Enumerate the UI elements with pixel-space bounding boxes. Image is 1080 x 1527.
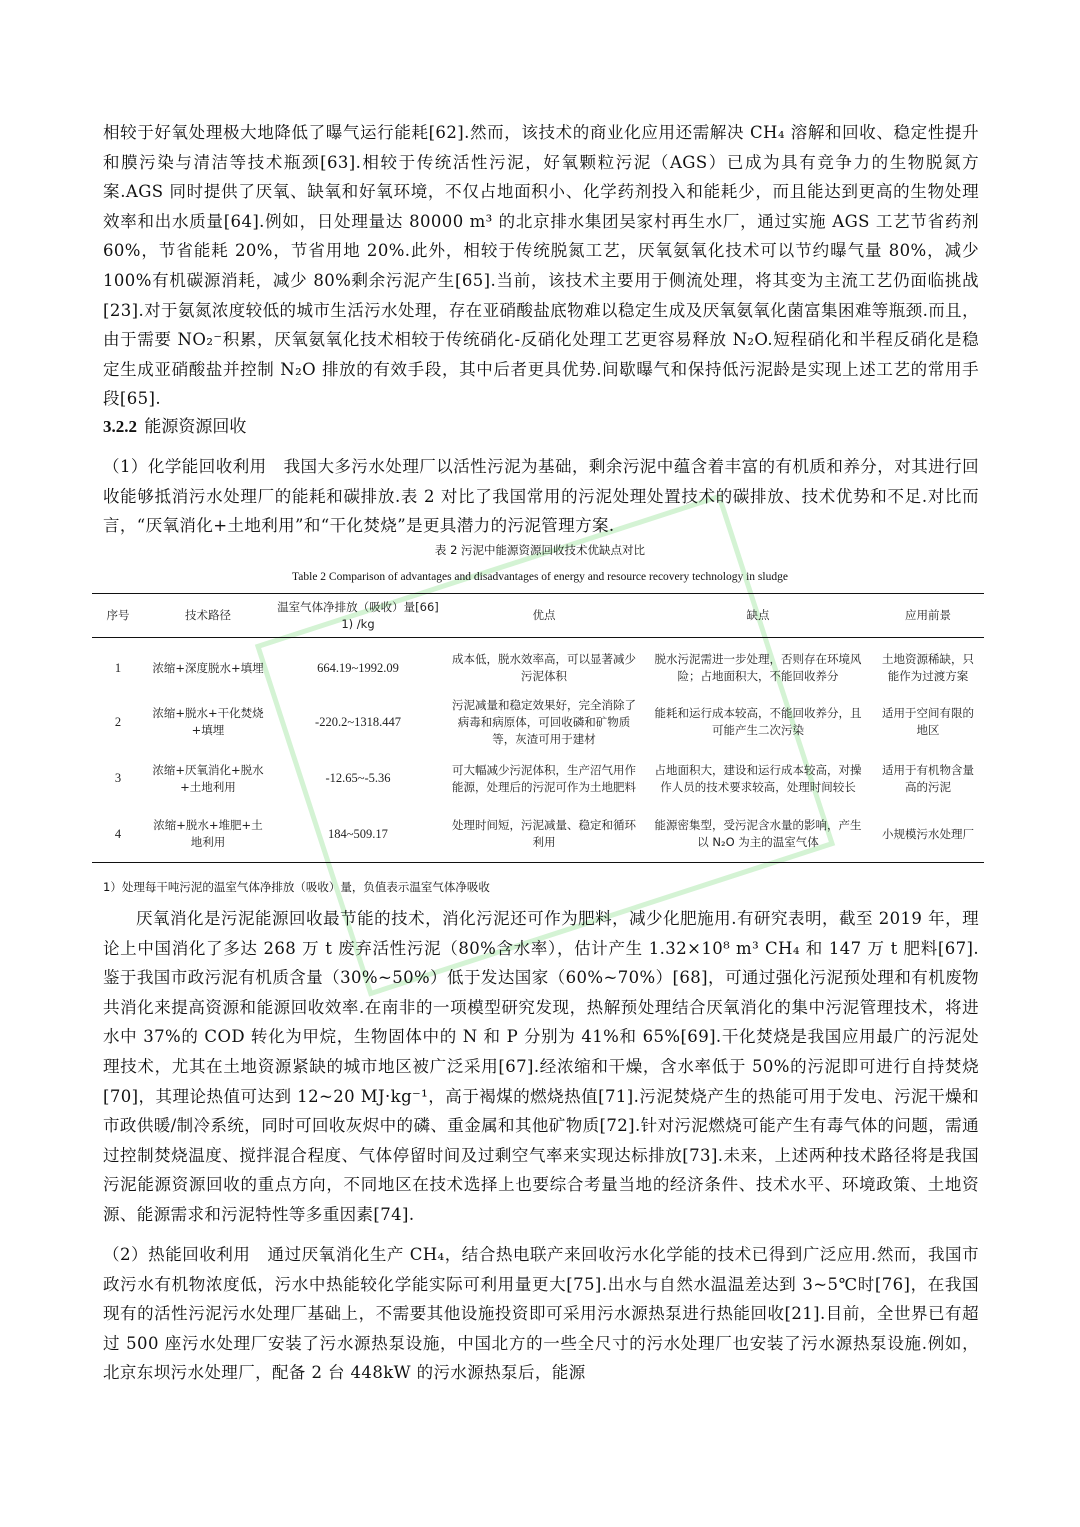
cell-no: 3 [114, 771, 122, 785]
paragraph-2: （1）化学能回收利用 我国大多污水处理厂以活性污泥为基础，剩余污泥中蕴含着丰富的有机质和养分，对其进行回收能够抵消污水处理厂的能耗和碳排放.表 2 对比了我国常用的污泥处理处置技术的碳排放、技术优势和不足.对比而言，“厌氧消化+土地利用”和“干化焚烧”是更具潜力的污泥管理方案. [103, 457, 979, 536]
cell-cons: 能耗和运行成本较高，不能回收养分，且可能产生二次污染 [654, 706, 862, 737]
cell-emission: 664.19~1992.09 [317, 660, 399, 675]
section-number: 3.2.2 [103, 417, 137, 436]
cell-route: 浓缩+脱水+堆肥+土地利用 [144, 807, 272, 863]
cell-pros: 污泥减量和稳定效果好，完全消除了病毒和病原体，可回收磷和矿物质等，灰渣可用于建材 [452, 697, 636, 746]
header-prospect: 应用前景 [872, 594, 984, 638]
cell-no: 1 [114, 660, 122, 675]
cell-pros: 可大幅减少污泥体积，生产沼气用作能源，处理后的污泥可作为土地肥料 [452, 762, 636, 794]
cell-route: 浓缩+厌氧消化+脱水+土地利用 [152, 762, 264, 794]
cell-route: 浓缩+深度脱水+填埋 [152, 660, 264, 675]
header-cons: 缺点 [644, 594, 872, 638]
cell-route: 浓缩+脱水+干化焚烧+填埋 [152, 706, 264, 737]
cell-cons: 能源密集型，受污泥含水量的影响，产生以 N₂O 为主的温室气体 [644, 807, 872, 863]
table-row [92, 751, 984, 807]
cell-prospect: 适用于有机物含量高的污泥 [882, 762, 974, 794]
paragraph-4: （2）热能回收利用 通过厌氧消化生产 CH₄，结合热电联产来回收污水化学能的技术已得到广泛应用.然而，我国市政污水有机物浓度低，污水中热能较化学能实际可利用量更大[75].出水与自然水温温差达到 3~5℃时[76]，在我国现有的活性污泥污水处理厂基础上，不需要其他设施投资即可采用污水源热泵进行热能回收[21].目前，全世界已有超过 500 座污水处理厂安装了污水源热泵设施，中国北方的一些全尺寸的污水处理厂也安装了污水源热泵设施.例如，北京东坝污水处理厂，配备 2 台 448kW 的污水源热泵后，能源 [103, 1245, 979, 1383]
table-caption-en: Table 2 Comparison of advantages and disadvantages of energy and resource recovery technology in sludge [292, 571, 788, 583]
cell-cons: 脱水污泥需进一步处理，否则存在环境风险；占地面积大，不能回收养分 [654, 652, 862, 684]
section-title: 能源资源回收 [144, 417, 247, 437]
cell-prospect: 土地资源稀缺，只能作为过渡方案 [882, 652, 974, 684]
cell-no: 2 [114, 714, 122, 729]
table-footnote: 1）处理每干吨污泥的温室气体净排放（吸收）量，负值表示温室气体净吸收 [103, 880, 490, 894]
paragraph-3: 厌氧消化是污泥能源回收最节能的技术，消化污泥还可作为肥料，减少化肥施用.有研究表明，截至 2019 年，理论上中国消化了多达 268 万 t 废弃活性污泥（80%含水率），估计产生 1.32×10⁸ m³ CH₄ 和 147 万 t 肥料[67].鉴于我国市政污泥有机质含量（30%~50%）低于发达国家（60%~70%）[68]，可通过强化污泥预处理和有机废物共消化来提高资源和能源回收效率.在南非的一项模型研究发现，热解预处理结合厌氧消化的集中污泥管理技术，将进水中 37%的 COD 转化为甲烷，生物固体中的 N 和 P 分别为 41%和 65%[69].干化焚烧是我国应用最广的污泥处理技术，尤其在土地资源紧缺的城市地区被广泛采用[67].经浓缩和干燥，含水率低于 50%的污泥即可进行自持焚烧[70]，其理论热值可达到 12~20 MJ·kg⁻¹，高于褐煤的燃烧热值[71].污泥焚烧产生的热能可用于发电、污泥干燥和市政供暖/制冷系统，同时可回收灰烬中的磷、重金属和其他矿物质[72].针对污泥燃烧可能产生有毒气体的问题，需通过控制焚烧温度、搅拌混合程度、气体停留时间及过剩空气率来实现达标排放[73].未来，上述两种技术路径将是我国污泥能源资源回收的重点方向，不同地区在技术选择上也要综合考量当地的经济条件、技术水平、环境政策、土地资源、能源需求和污泥特性等多重因素[74]. [103, 909, 979, 1224]
cell-emission: -12.65~-5.36 [325, 771, 391, 785]
header-pros: 优点 [444, 594, 644, 638]
cell-no: 4 [92, 807, 144, 863]
table-header-row [92, 594, 984, 638]
section-heading [103, 412, 246, 437]
table-row [92, 694, 984, 751]
table-row [92, 638, 984, 694]
header-route: 技术路径 [144, 594, 272, 638]
cell-prospect: 适用于空间有限的地区 [882, 706, 974, 737]
cell-emission: -220.2~1318.447 [315, 714, 401, 729]
cell-emission: 184~509.17 [272, 807, 444, 863]
table-row [92, 807, 984, 863]
table-caption-cn: 表 2 污泥中能源资源回收技术优缺点对比 [434, 543, 646, 557]
cell-prospect: 小规模污水处理厂 [872, 807, 984, 863]
header-emission: 温室气体净排放（吸收）量[66] 1) /kg [272, 594, 444, 638]
cell-cons: 占地面积大，建设和运行成本较高，对操作人员的技术要求较高，处理时间较长 [654, 762, 862, 794]
paragraph-1: 相较于好氧处理极大地降低了曝气运行能耗[62].然而，该技术的商业化应用还需解决 CH₄ 溶解和回收、稳定性提升和膜污染与清洁等技术瓶颈[63].相较于传统活性污泥，好氧颗粒污泥（AGS）已成为具有竞争力的生物脱氮方案.AGS 同时提供了厌氧、缺氧和好氧环境，不仅占地面积小、化学药剂投入和能耗少，而且能达到更高的生物处理效率和出水质量[64].例如，日处理量达 80000 m³ 的北京排水集团吴家村再生水厂，通过实施 AGS 工艺节省药剂 60%，节省能耗 20%，节省用地 20%.此外，相较于传统脱氮工艺，厌氧氨氧化技术可以节约曝气量 80%，减少 100%有机碳源消耗，减少 80%剩余污泥产生[65].当前，该技术主要用于侧流处理，将其变为主流工艺仍面临挑战[23].对于氨氮浓度较低的城市生活污水处理，存在亚硝酸盐底物难以稳定生成及厌氧氨氧化菌富集困难等瓶颈.而且，由于需要 NO₂⁻积累，厌氧氨氧化技术相较于传统硝化-反硝化处理工艺更容易释放 N₂O.短程硝化和半程反硝化是稳定生成亚硝酸盐并控制 N₂O 排放的有效手段，其中后者更具优势.间歇曝气和保持低污泥龄是实现上述工艺的常用手段[65]. [103, 123, 979, 409]
header-no: 序号 [92, 594, 144, 638]
comparison-table [92, 593, 984, 863]
cell-pros: 处理时间短，污泥减量、稳定和循环利用 [444, 807, 644, 863]
cell-pros: 成本低，脱水效率高，可以显著减少污泥体积 [452, 652, 636, 684]
